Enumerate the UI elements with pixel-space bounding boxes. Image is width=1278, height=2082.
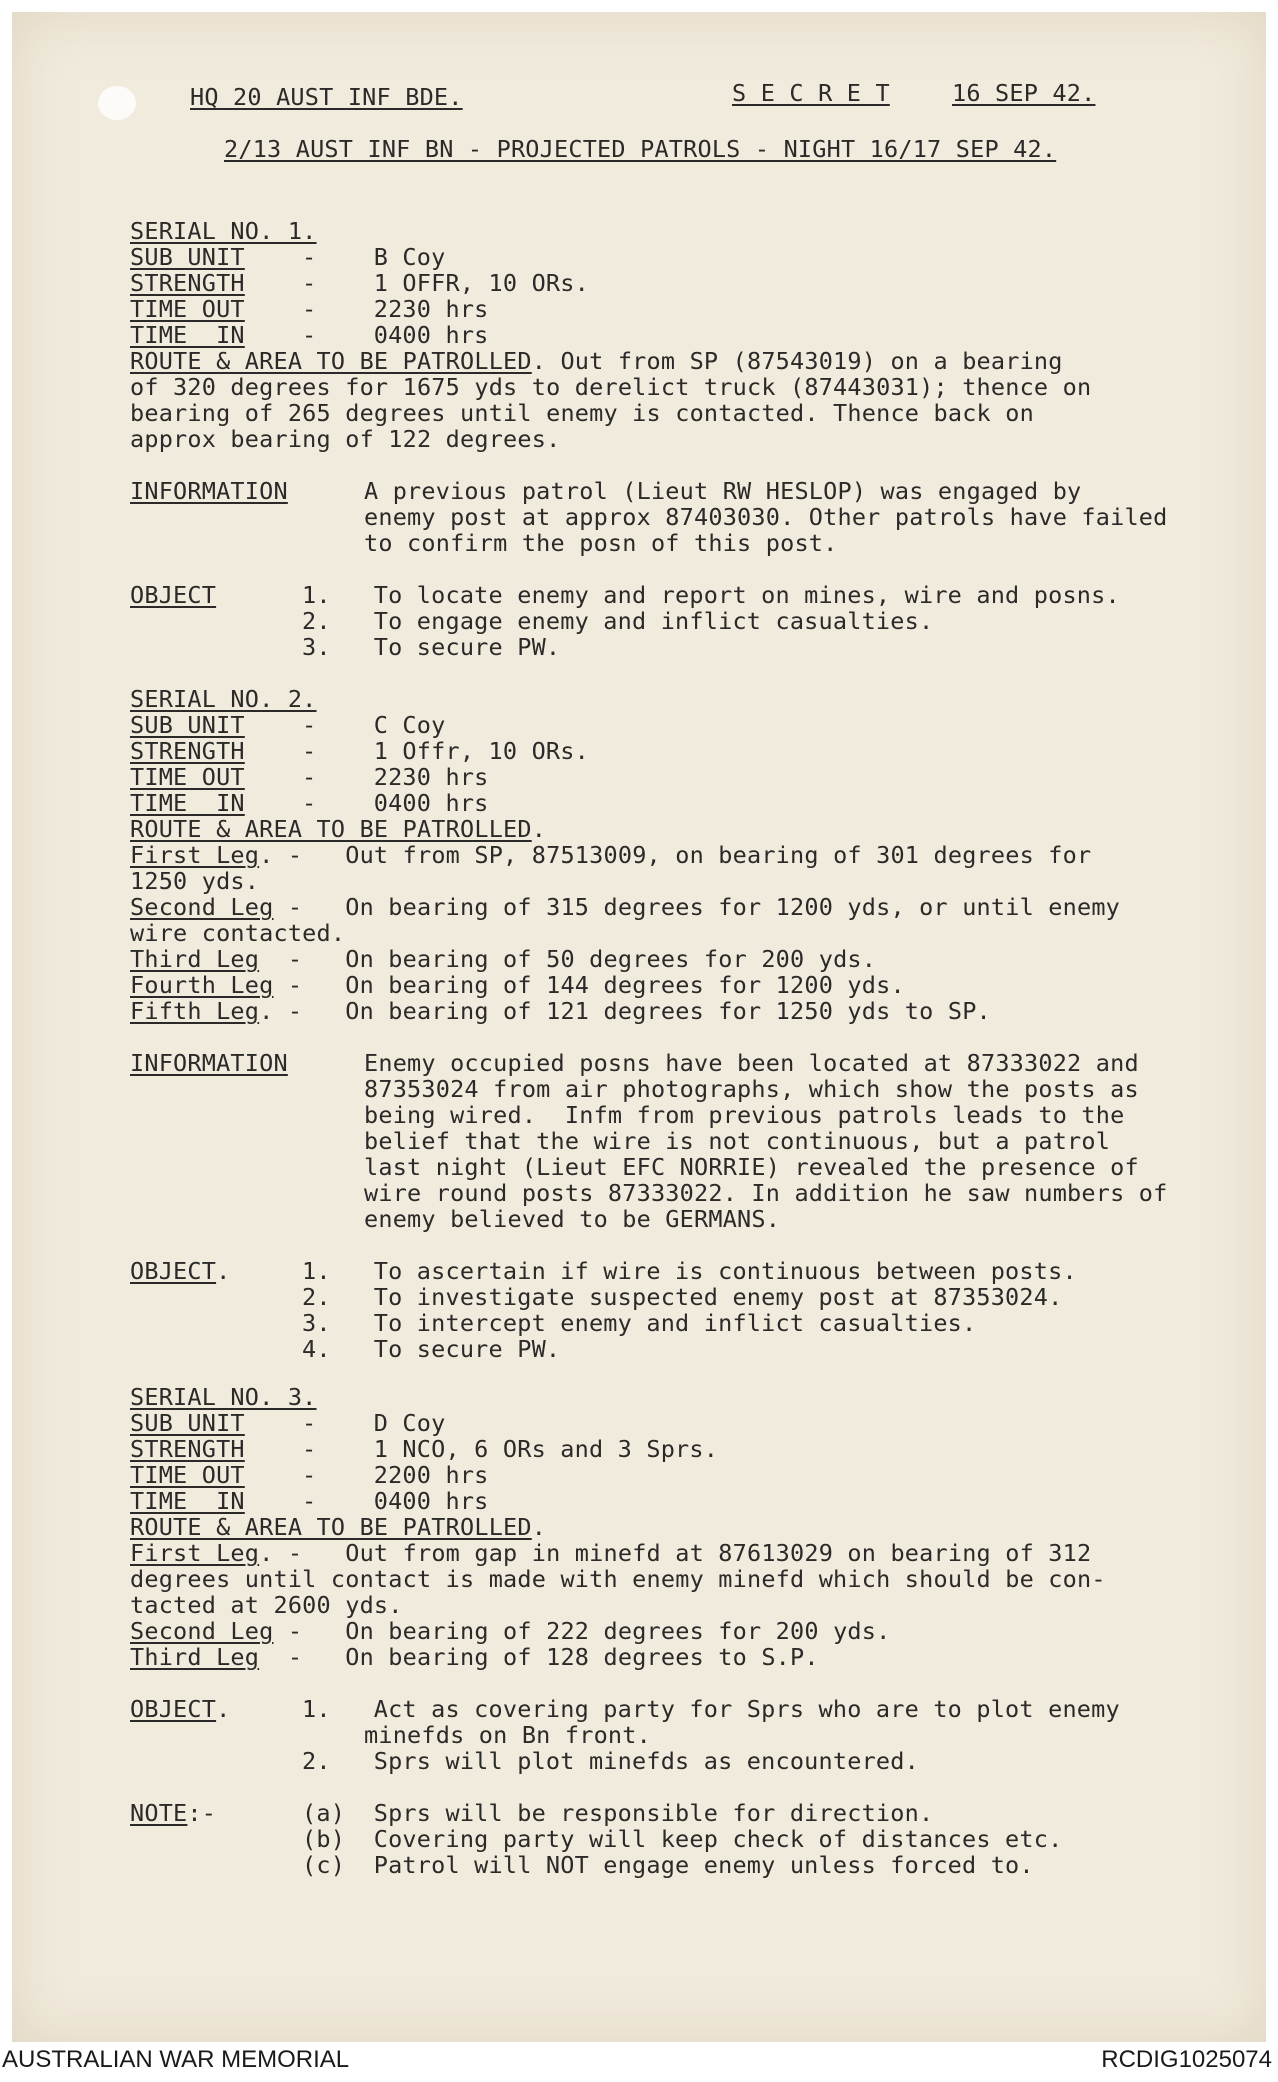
serial-2-leg-1-text-2: 1250 yds.: [130, 867, 260, 895]
hq-heading: HQ 20 AUST INF BDE.: [190, 83, 463, 111]
serial-2-sub-unit: - C Coy: [302, 711, 446, 739]
serial-2-information-2: 87353024 from air photographs, which show the posts as: [364, 1075, 1139, 1103]
serial-1-object-1: 1. To locate enemy and report on mines, wire and posns.: [302, 581, 1120, 609]
serial-3-note-b: (b) Covering party will keep check of distances etc.: [302, 1825, 1063, 1853]
serial-3-leg-3: [130, 1644, 819, 1670]
footer-record-id: RCDIG1025074: [1101, 2046, 1272, 2073]
serial-1-time-in-label: TIME IN: [130, 321, 245, 349]
serial-2-leg-1-label: First Leg: [130, 841, 260, 869]
serial-1-route-line: [130, 348, 1063, 374]
serial-2-leg-3-text: - On bearing of 50 degrees for 200 yds.: [259, 945, 877, 973]
serial-3-heading: SERIAL NO. 3.: [130, 1383, 317, 1411]
serial-3-leg-1: [130, 1540, 1091, 1566]
serial-2-leg-1: [130, 842, 1091, 868]
serial-3-leg-2: [130, 1618, 890, 1644]
serial-2-object-dot: .: [216, 1257, 231, 1285]
serial-2-information-7: enemy believed to be GERMANS.: [364, 1205, 781, 1233]
serial-2-object-label: OBJECT: [130, 1257, 217, 1285]
serial-3-note-label: NOTE: [130, 1799, 188, 1827]
serial-2-leg-2-text: - On bearing of 315 degrees for 1200 yds, or until enemy: [273, 893, 1121, 921]
serial-2-time-out: - 2230 hrs: [302, 763, 489, 791]
serial-1-sub-unit: - B Coy: [302, 243, 446, 271]
serial-2-object-4: 4. To secure PW.: [302, 1335, 561, 1363]
serial-3-time-in: - 0400 hrs: [302, 1487, 489, 1515]
serial-2-route-label: ROUTE & AREA TO BE PATROLLED: [130, 815, 532, 843]
serial-1-sub-unit-label: SUB UNIT: [130, 243, 245, 271]
serial-3-note-a: (a) Sprs will be responsible for direction.: [302, 1799, 934, 1827]
serial-2-leg-3-label: Third Leg: [130, 945, 260, 973]
serial-2-information-3: being wired. Infm from previous patrols leads to the: [364, 1101, 1125, 1129]
serial-2-leg-1-text: . - Out from SP, 87513009, on bearing of 301 degrees for: [259, 841, 1092, 869]
serial-3-time-in-label: TIME IN: [130, 1487, 245, 1515]
serial-1-heading: SERIAL NO. 1.: [130, 217, 317, 245]
serial-2-leg-5-label: Fifth Leg: [130, 997, 260, 1025]
serial-3-note-colon: :-: [187, 1799, 217, 1827]
serial-2-time-in-label: TIME IN: [130, 789, 245, 817]
serial-1-object-label: OBJECT: [130, 581, 217, 609]
serial-3-sub-unit: - D Coy: [302, 1409, 446, 1437]
serial-1-route-text-2: of 320 degrees for 1675 yds to derelict truck (87443031); thence on: [130, 373, 1092, 401]
serial-2-leg-5-text: . - On bearing of 121 degrees for 1250 yds to SP.: [259, 997, 991, 1025]
serial-2-leg-2: [130, 894, 1120, 920]
serial-2-object-2: 2. To investigate suspected enemy post at 87353024.: [302, 1283, 1063, 1311]
serial-2-leg-4-text: - On bearing of 144 degrees for 1200 yds.: [273, 971, 905, 999]
serial-1-strength-label: STRENGTH: [130, 269, 245, 297]
document-title: 2/13 AUST INF BN - PROJECTED PATROLS - NIGHT 16/17 SEP 42.: [224, 135, 1057, 163]
serial-2-leg-2-label: Second Leg: [130, 893, 274, 921]
serial-2-strength-label: STRENGTH: [130, 737, 245, 765]
serial-2-information-label: INFORMATION: [130, 1049, 288, 1077]
serial-3-strength: - 1 NCO, 6 ORs and 3 Sprs.: [302, 1435, 719, 1463]
serial-2-information-1: Enemy occupied posns have been located at 87333022 and: [364, 1049, 1139, 1077]
serial-3-leg-2-label: Second Leg: [130, 1617, 274, 1645]
serial-2-leg-3: [130, 946, 876, 972]
serial-2-information-5: last night (Lieut EFC NORRIE) revealed the presence of: [364, 1153, 1139, 1181]
serial-3-leg-1-text: . - Out from gap in minefd at 87613029 on bearing of 312: [259, 1539, 1092, 1567]
serial-2-information-6: wire round posts 87333022. In addition he saw numbers of: [364, 1179, 1168, 1207]
document-page: [12, 12, 1266, 2042]
serial-3-route-dot: .: [531, 1513, 547, 1541]
serial-1-route-text: . Out from SP (87543019) on a bearing: [531, 347, 1063, 375]
secret-stamp: S E C R E T: [732, 79, 890, 107]
serial-3-time-out: - 2200 hrs: [302, 1461, 489, 1489]
serial-3-object-1: 1. Act as covering party for Sprs who are to plot enemy: [302, 1695, 1120, 1723]
serial-2-time-out-label: TIME OUT: [130, 763, 245, 791]
serial-1-object-2: 2. To engage enemy and inflict casualties.: [302, 607, 934, 635]
serial-1-time-out: - 2230 hrs: [302, 295, 489, 323]
serial-2-leg-4-label: Fourth Leg: [130, 971, 274, 999]
serial-2-route-line: [130, 816, 546, 842]
serial-1-time-out-label: TIME OUT: [130, 295, 245, 323]
serial-2-leg-2-text-2: wire contacted.: [130, 919, 346, 947]
serial-3-object-label-line: [130, 1696, 230, 1722]
serial-2-information-4: belief that the wire is not continuous, but a patrol: [364, 1127, 1111, 1155]
serial-2-sub-unit-label: SUB UNIT: [130, 711, 245, 739]
serial-3-leg-1-text-2: degrees until contact is made with enemy minefd which should be con-: [130, 1565, 1106, 1593]
serial-3-object-label: OBJECT: [130, 1695, 217, 1723]
serial-2-object-3: 3. To intercept enemy and inflict casualties.: [302, 1309, 977, 1337]
serial-2-heading: SERIAL NO. 2.: [130, 685, 317, 713]
serial-1-information-3: to confirm the posn of this post.: [364, 529, 838, 557]
serial-3-object-dot: .: [216, 1695, 231, 1723]
serial-1-information-label: INFORMATION: [130, 477, 288, 505]
serial-1-route-label: ROUTE & AREA TO BE PATROLLED: [130, 347, 532, 375]
document-date: 16 SEP 42.: [952, 79, 1096, 107]
serial-3-note-c: (c) Patrol will NOT engage enemy unless forced to.: [302, 1851, 1034, 1879]
serial-1-information-2: enemy post at approx 87403030. Other patrols have failed: [364, 503, 1168, 531]
serial-1-time-in: - 0400 hrs: [302, 321, 489, 349]
serial-3-sub-unit-label: SUB UNIT: [130, 1409, 245, 1437]
serial-1-information-1: A previous patrol (Lieut RW HESLOP) was engaged by: [364, 477, 1082, 505]
footer-archive-name: AUSTRALIAN WAR MEMORIAL: [2, 2046, 350, 2073]
serial-3-route-label: ROUTE & AREA TO BE PATROLLED: [130, 1513, 532, 1541]
paper-damage: [98, 86, 136, 120]
serial-3-route-line: [130, 1514, 546, 1540]
serial-1-strength: - 1 OFFR, 10 ORs.: [302, 269, 589, 297]
serial-2-route-dot: .: [531, 815, 547, 843]
serial-1-object-3: 3. To secure PW.: [302, 633, 561, 661]
serial-3-leg-2-text: - On bearing of 222 degrees for 200 yds.: [273, 1617, 891, 1645]
serial-1-route-text-3: bearing of 265 degrees until enemy is contacted. Thence back on: [130, 399, 1034, 427]
serial-3-object-2: 2. Sprs will plot minefds as encountered.: [302, 1747, 919, 1775]
serial-2-object-label-line: [130, 1258, 230, 1284]
serial-3-leg-3-label: Third Leg: [130, 1643, 260, 1671]
serial-3-leg-1-text-3: tacted at 2600 yds.: [130, 1591, 403, 1619]
serial-2-time-in: - 0400 hrs: [302, 789, 489, 817]
serial-3-strength-label: STRENGTH: [130, 1435, 245, 1463]
serial-2-leg-4: [130, 972, 905, 998]
serial-3-time-out-label: TIME OUT: [130, 1461, 245, 1489]
serial-1-route-text-4: approx bearing of 122 degrees.: [130, 425, 561, 453]
serial-3-leg-1-label: First Leg: [130, 1539, 260, 1567]
serial-2-leg-5: [130, 998, 991, 1024]
serial-2-strength: - 1 Offr, 10 ORs.: [302, 737, 589, 765]
serial-3-note-label-line: [130, 1800, 216, 1826]
serial-2-object-1: 1. To ascertain if wire is continuous between posts.: [302, 1257, 1077, 1285]
serial-3-leg-3-text: - On bearing of 128 degrees to S.P.: [259, 1643, 819, 1671]
serial-3-object-1-cont: minefds on Bn front.: [364, 1721, 651, 1749]
